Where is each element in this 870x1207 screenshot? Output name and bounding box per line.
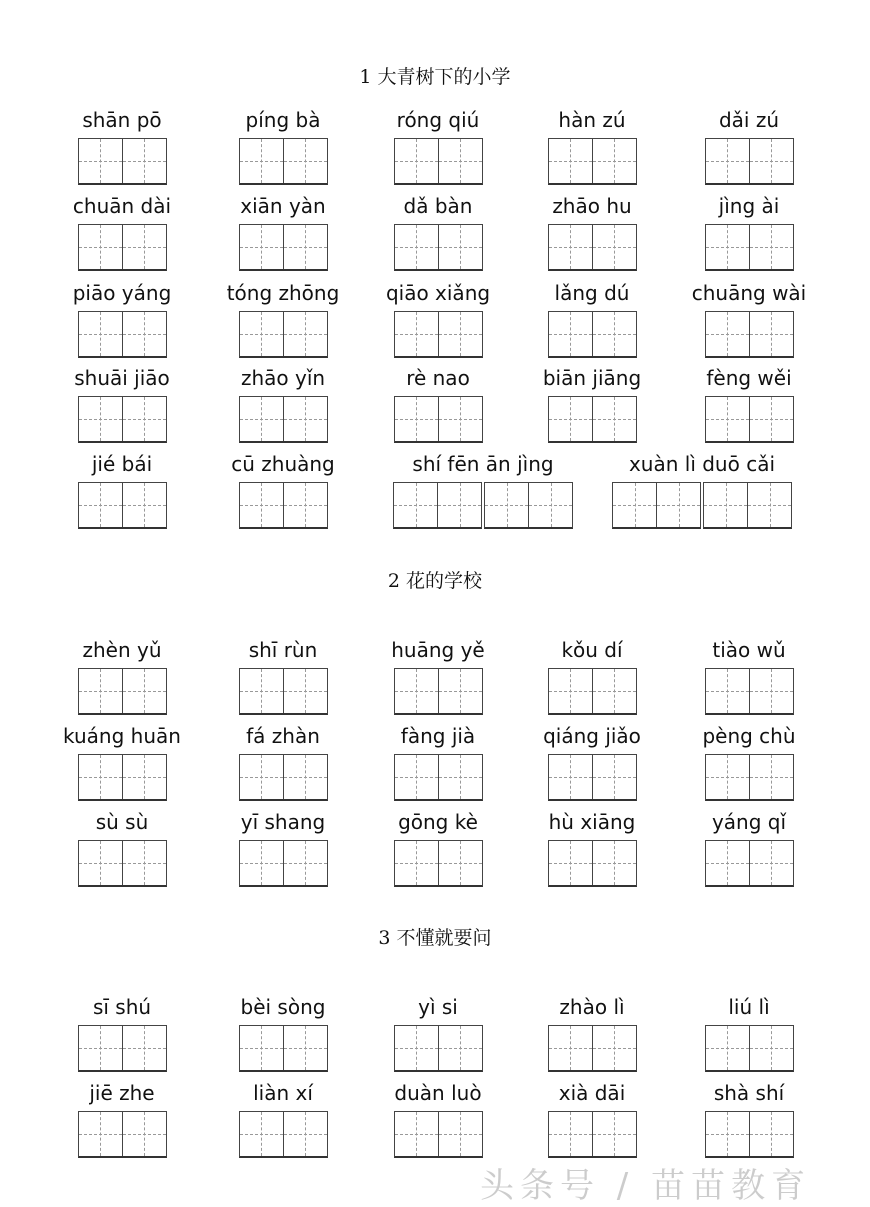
pinyin-item <box>183 451 383 531</box>
writing-grid[interactable] <box>548 138 637 185</box>
pinyin-label: chuān dài <box>72 194 172 218</box>
pinyin-item <box>649 809 849 889</box>
writing-grid[interactable] <box>705 311 794 358</box>
pinyin-label: fàng jià <box>400 724 476 748</box>
pinyin-label: kǒu dí <box>561 638 623 662</box>
character-cell[interactable] <box>485 483 528 527</box>
pinyin-label: róng qiú <box>396 108 480 132</box>
writing-grid[interactable] <box>78 668 167 715</box>
writing-grid[interactable] <box>548 1111 637 1158</box>
character-cell[interactable] <box>283 755 327 799</box>
writing-grid[interactable] <box>239 224 328 271</box>
writing-grid[interactable] <box>548 754 637 801</box>
character-cell[interactable] <box>438 397 482 441</box>
character-cell[interactable] <box>592 841 636 885</box>
character-cell[interactable] <box>283 225 327 269</box>
pinyin-item <box>649 723 849 803</box>
pinyin-label: chuāng wài <box>691 281 807 305</box>
character-cell[interactable] <box>549 755 592 799</box>
writing-grid[interactable] <box>394 396 483 443</box>
character-cell[interactable] <box>749 225 793 269</box>
writing-grid[interactable] <box>239 138 328 185</box>
pinyin-label: xuàn lì duō cǎi <box>628 452 776 476</box>
character-cell[interactable] <box>549 397 592 441</box>
pinyin-label: liàn xí <box>253 1081 313 1105</box>
character-cell[interactable] <box>122 397 166 441</box>
writing-grid[interactable] <box>705 840 794 887</box>
pinyin-label: fá zhàn <box>246 724 320 748</box>
writing-grid[interactable] <box>393 482 482 529</box>
pinyin-label: xiān yàn <box>240 194 326 218</box>
character-cell[interactable] <box>438 755 482 799</box>
character-cell[interactable] <box>240 669 283 713</box>
character-cell[interactable] <box>122 1112 166 1156</box>
writing-grid[interactable] <box>394 138 483 185</box>
character-cell[interactable] <box>613 483 656 527</box>
character-cell[interactable] <box>549 841 592 885</box>
character-cell[interactable] <box>747 483 791 527</box>
character-cell[interactable] <box>79 312 122 356</box>
character-cell[interactable] <box>283 1112 327 1156</box>
character-cell[interactable] <box>438 1112 482 1156</box>
writing-grid[interactable] <box>705 138 794 185</box>
writing-grid[interactable] <box>239 754 328 801</box>
pinyin-label: xià dāi <box>558 1081 626 1105</box>
character-cell[interactable] <box>749 1026 793 1070</box>
pinyin-label: sī shú <box>92 995 152 1019</box>
character-cell[interactable] <box>122 669 166 713</box>
pinyin-label: rè nao <box>406 366 470 390</box>
character-cell[interactable] <box>528 483 572 527</box>
pinyin-label: shuāi jiāo <box>74 366 170 390</box>
writing-grid[interactable] <box>239 840 328 887</box>
character-cell[interactable] <box>122 841 166 885</box>
character-cell[interactable] <box>749 669 793 713</box>
writing-grid[interactable] <box>705 1025 794 1072</box>
pinyin-label: tiào wǔ <box>712 638 786 662</box>
character-cell[interactable] <box>240 483 283 527</box>
character-cell[interactable] <box>592 397 636 441</box>
character-cell[interactable] <box>706 139 749 183</box>
pinyin-label: liú lì <box>728 995 770 1019</box>
character-cell[interactable] <box>79 1026 122 1070</box>
pinyin-item <box>649 280 849 360</box>
character-cell[interactable] <box>394 483 437 527</box>
pinyin-label: shī rùn <box>248 638 318 662</box>
writing-grid[interactable] <box>394 224 483 271</box>
writing-grid[interactable] <box>612 482 701 529</box>
writing-grid[interactable] <box>239 1025 328 1072</box>
character-cell[interactable] <box>592 139 636 183</box>
character-cell[interactable] <box>438 669 482 713</box>
writing-grid[interactable] <box>548 224 637 271</box>
character-cell[interactable] <box>395 841 438 885</box>
pinyin-item <box>602 451 802 531</box>
character-cell[interactable] <box>240 312 283 356</box>
section-title: 2 花的学校 <box>387 570 483 592</box>
character-cell[interactable] <box>395 139 438 183</box>
character-cell[interactable] <box>395 312 438 356</box>
character-cell[interactable] <box>706 1026 749 1070</box>
character-cell[interactable] <box>438 139 482 183</box>
writing-grid[interactable] <box>394 840 483 887</box>
character-cell[interactable] <box>283 397 327 441</box>
character-cell[interactable] <box>79 755 122 799</box>
writing-grid[interactable] <box>394 311 483 358</box>
writing-grid[interactable] <box>703 482 792 529</box>
pinyin-label: huāng yě <box>391 638 485 662</box>
pinyin-label: hàn zú <box>558 108 626 132</box>
writing-grid[interactable] <box>78 311 167 358</box>
pinyin-label: duàn luò <box>394 1081 482 1105</box>
writing-grid[interactable] <box>239 668 328 715</box>
character-cell[interactable] <box>122 483 166 527</box>
character-cell[interactable] <box>240 139 283 183</box>
character-cell[interactable] <box>240 755 283 799</box>
pinyin-item <box>649 107 849 187</box>
character-cell[interactable] <box>592 669 636 713</box>
character-cell[interactable] <box>656 483 700 527</box>
pinyin-label: lǎng dú <box>554 281 630 305</box>
pinyin-label: qiáng jiǎo <box>543 724 641 748</box>
writing-grid[interactable] <box>705 754 794 801</box>
character-cell[interactable] <box>240 1026 283 1070</box>
pinyin-label: yì si <box>418 995 458 1019</box>
writing-grid[interactable] <box>394 754 483 801</box>
character-cell[interactable] <box>706 755 749 799</box>
writing-grid[interactable] <box>239 482 328 529</box>
writing-grid[interactable] <box>548 396 637 443</box>
character-cell[interactable] <box>592 1026 636 1070</box>
character-cell[interactable] <box>749 1112 793 1156</box>
pinyin-item <box>649 994 849 1074</box>
pinyin-label: dǎi zú <box>718 108 780 132</box>
writing-grid[interactable] <box>394 1025 483 1072</box>
pinyin-label: píng bà <box>245 108 321 132</box>
character-cell[interactable] <box>706 1112 749 1156</box>
pinyin-label: sù sù <box>95 810 149 834</box>
pinyin-label: shà shí <box>713 1081 785 1105</box>
writing-grid[interactable] <box>78 1111 167 1158</box>
writing-grid[interactable] <box>78 1025 167 1072</box>
character-cell[interactable] <box>706 669 749 713</box>
pinyin-label: qiāo xiǎng <box>385 281 491 305</box>
pinyin-label: jìng ài <box>718 194 780 218</box>
character-cell[interactable] <box>749 841 793 885</box>
character-cell[interactable] <box>395 1026 438 1070</box>
writing-grid[interactable] <box>78 138 167 185</box>
writing-grid[interactable] <box>394 1111 483 1158</box>
writing-grid[interactable] <box>78 482 167 529</box>
character-cell[interactable] <box>395 397 438 441</box>
character-cell[interactable] <box>283 312 327 356</box>
character-cell[interactable] <box>549 1112 592 1156</box>
character-cell[interactable] <box>283 669 327 713</box>
pinyin-item <box>649 1080 849 1160</box>
character-cell[interactable] <box>706 841 749 885</box>
character-cell[interactable] <box>283 139 327 183</box>
writing-grid[interactable] <box>548 840 637 887</box>
pinyin-label: pèng chù <box>702 724 796 748</box>
character-cell[interactable] <box>283 841 327 885</box>
character-cell[interactable] <box>79 841 122 885</box>
character-cell[interactable] <box>79 225 122 269</box>
pinyin-label: jiē zhe <box>89 1081 155 1105</box>
character-cell[interactable] <box>438 225 482 269</box>
character-cell[interactable] <box>79 1112 122 1156</box>
writing-grid[interactable] <box>548 668 637 715</box>
pinyin-label: hù xiāng <box>548 810 636 834</box>
character-cell[interactable] <box>240 397 283 441</box>
character-cell[interactable] <box>283 483 327 527</box>
writing-grid[interactable] <box>78 754 167 801</box>
character-cell[interactable] <box>706 312 749 356</box>
character-cell[interactable] <box>240 1112 283 1156</box>
character-cell[interactable] <box>79 397 122 441</box>
character-cell[interactable] <box>283 1026 327 1070</box>
character-cell[interactable] <box>395 225 438 269</box>
pinyin-label: bèi sòng <box>240 995 326 1019</box>
character-cell[interactable] <box>438 841 482 885</box>
writing-grid[interactable] <box>394 668 483 715</box>
pinyin-label: zhào lì <box>559 995 625 1019</box>
character-cell[interactable] <box>79 139 122 183</box>
character-cell[interactable] <box>122 225 166 269</box>
character-cell[interactable] <box>395 755 438 799</box>
character-cell[interactable] <box>749 312 793 356</box>
character-cell[interactable] <box>592 225 636 269</box>
character-cell[interactable] <box>438 1026 482 1070</box>
character-cell[interactable] <box>749 397 793 441</box>
character-cell[interactable] <box>438 312 482 356</box>
pinyin-label: shān pō <box>82 108 162 132</box>
writing-grid[interactable] <box>548 1025 637 1072</box>
character-cell[interactable] <box>122 139 166 183</box>
watermark: 头条号 / 苗苗教育 <box>480 1166 812 1206</box>
character-cell[interactable] <box>549 225 592 269</box>
pinyin-item <box>649 193 849 273</box>
pinyin-label: yī shang <box>240 810 326 834</box>
pinyin-label: piāo yáng <box>72 281 172 305</box>
pinyin-label: gōng kè <box>398 810 478 834</box>
pinyin-item <box>649 365 849 445</box>
writing-grid[interactable] <box>705 224 794 271</box>
pinyin-item <box>383 451 583 531</box>
character-cell[interactable] <box>549 312 592 356</box>
character-cell[interactable] <box>437 483 481 527</box>
writing-grid[interactable] <box>239 1111 328 1158</box>
section-title: 1 大青树下的小学 <box>359 66 511 88</box>
writing-grid[interactable] <box>78 224 167 271</box>
character-cell[interactable] <box>395 669 438 713</box>
pinyin-label: dǎ bàn <box>403 194 473 218</box>
pinyin-label: zhāo yǐn <box>240 366 326 390</box>
character-cell[interactable] <box>749 755 793 799</box>
writing-grid[interactable] <box>239 311 328 358</box>
pinyin-label: shí fēn ān jìng <box>412 452 554 476</box>
writing-grid[interactable] <box>705 1111 794 1158</box>
character-cell[interactable] <box>592 1112 636 1156</box>
pinyin-label: zhāo hu <box>552 194 632 218</box>
character-cell[interactable] <box>240 841 283 885</box>
character-cell[interactable] <box>549 1026 592 1070</box>
pinyin-label: biān jiāng <box>542 366 642 390</box>
writing-grid[interactable] <box>78 396 167 443</box>
character-cell[interactable] <box>122 755 166 799</box>
pinyin-label: cū zhuàng <box>231 452 335 476</box>
writing-grid[interactable] <box>548 311 637 358</box>
pinyin-label: yáng qǐ <box>711 810 787 834</box>
character-cell[interactable] <box>706 397 749 441</box>
character-cell[interactable] <box>79 669 122 713</box>
character-cell[interactable] <box>395 1112 438 1156</box>
writing-grid[interactable] <box>705 668 794 715</box>
pinyin-label: zhèn yǔ <box>82 638 162 662</box>
pinyin-label: kuáng huān <box>63 724 181 748</box>
pinyin-label: fèng wěi <box>706 366 792 390</box>
pinyin-item <box>649 637 849 717</box>
character-cell[interactable] <box>79 483 122 527</box>
character-cell[interactable] <box>749 139 793 183</box>
section-title: 3 不懂就要问 <box>378 927 492 949</box>
character-cell[interactable] <box>122 1026 166 1070</box>
character-cell[interactable] <box>549 669 592 713</box>
pinyin-label: tóng zhōng <box>226 281 340 305</box>
character-cell[interactable] <box>592 312 636 356</box>
character-cell[interactable] <box>240 225 283 269</box>
character-cell[interactable] <box>122 312 166 356</box>
character-cell[interactable] <box>704 483 747 527</box>
character-cell[interactable] <box>706 225 749 269</box>
pinyin-label: jié bái <box>91 452 153 476</box>
writing-grid[interactable] <box>78 840 167 887</box>
writing-grid[interactable] <box>705 396 794 443</box>
writing-grid[interactable] <box>239 396 328 443</box>
character-cell[interactable] <box>549 139 592 183</box>
writing-grid[interactable] <box>484 482 573 529</box>
character-cell[interactable] <box>592 755 636 799</box>
